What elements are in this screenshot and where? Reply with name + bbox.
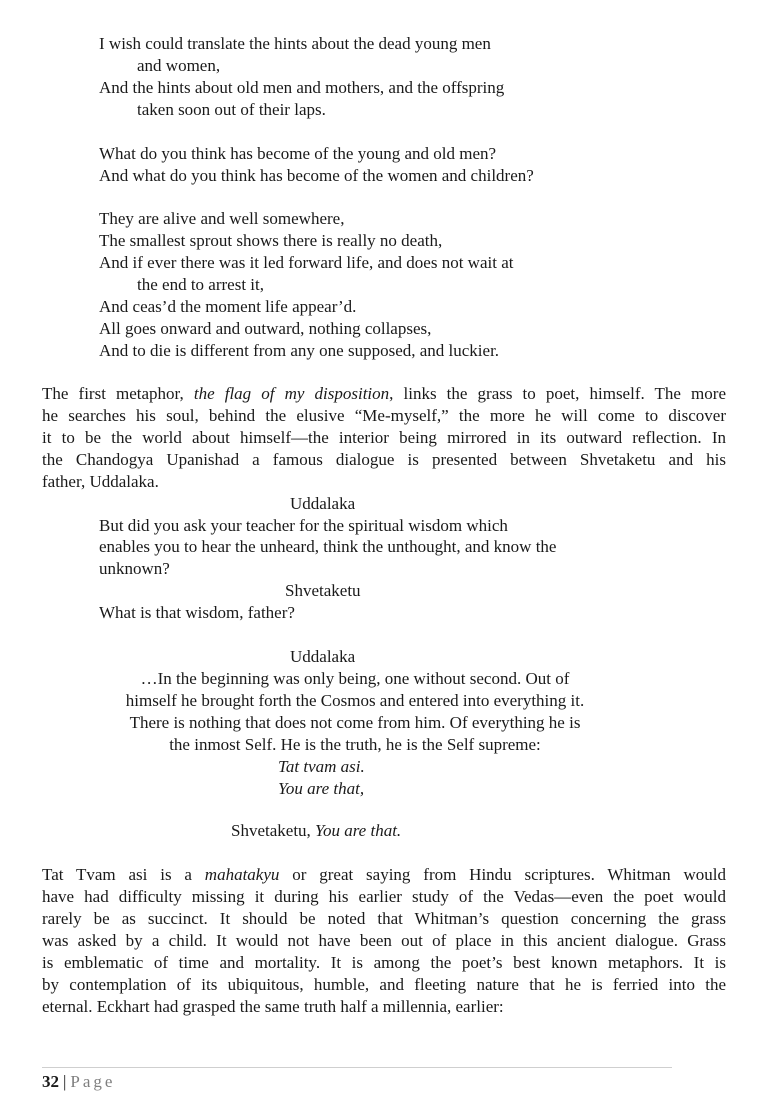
dialogue-line: What is that wisdom, father? bbox=[99, 603, 295, 622]
prose-line: it to be the world about himself—the interior being mirrored in its outward reflection. In bbox=[42, 428, 726, 447]
page-footer bbox=[42, 1071, 115, 1093]
emphasis-text: the flag of my disposition bbox=[193, 384, 390, 403]
poem-line: The smallest sprout shows there is really no death, bbox=[99, 231, 443, 250]
speaker-name: Uddalaka bbox=[290, 647, 356, 666]
poem-line: And to die is different from any one supposed, and luckier. bbox=[99, 341, 500, 360]
dialogue-line: Tat tvam asi. bbox=[278, 757, 365, 776]
dialogue-line: unknown? bbox=[99, 559, 170, 578]
poem-line: And what do you think has become of the women and children? bbox=[99, 166, 534, 185]
poem-line: taken soon out of their laps. bbox=[137, 100, 326, 119]
emphasis-text: mahatakyu bbox=[204, 865, 280, 884]
dialogue-line: himself he brought forth the Cosmos and entered into everything it. bbox=[125, 691, 585, 710]
prose-line: rarely be as succinct. It should be noted that Whitman’s question concerning the grass bbox=[42, 909, 726, 928]
poem-line: They are alive and well somewhere, bbox=[99, 209, 345, 228]
poem-line: And if ever there was it led forward life, and does not wait at bbox=[99, 253, 514, 272]
poem-line: And the hints about old men and mothers, and the offspring bbox=[99, 78, 505, 97]
dialogue-line: You are that, bbox=[278, 779, 365, 798]
prose-line: eternal. Eckhart had grasped the same truth half a millennia, earlier: bbox=[42, 997, 504, 1016]
footer-separator: | bbox=[63, 1072, 67, 1091]
poem-line: What do you think has become of the young and old men? bbox=[99, 144, 497, 163]
prose-line: by contemplation of its ubiquitous, humble, and fleeting nature that he is ferried into the bbox=[42, 975, 726, 994]
footer-divider bbox=[42, 1067, 672, 1068]
speaker-name: Shvetaketu bbox=[285, 581, 361, 600]
poem-line: the end to arrest it, bbox=[137, 275, 264, 294]
poem-line: I wish could translate the hints about the dead young men bbox=[99, 34, 491, 53]
poem-line: All goes onward and outward, nothing collapses, bbox=[99, 319, 432, 338]
prose-line: The first metaphor, the flag of my disposition, links the grass to poet, himself. The more bbox=[42, 384, 726, 403]
dialogue-line: …In the beginning was only being, one without second. Out of bbox=[140, 669, 570, 688]
prose-line: have had difficulty missing it during his earlier study of the Vedas—even the poet would bbox=[42, 887, 726, 906]
dialogue-line: enables you to hear the unheard, think the unthought, and know the bbox=[99, 537, 557, 556]
poem-line: And ceas’d the moment life appear’d. bbox=[99, 297, 357, 316]
prose-line: he searches his soul, behind the elusive “Me-myself,” the more he will come to discover bbox=[42, 406, 726, 425]
dialogue-line: There is nothing that does not come from him. Of everything he is bbox=[129, 713, 581, 732]
page-number: 32 bbox=[42, 1072, 59, 1091]
speaker-name: Uddalaka bbox=[290, 494, 356, 513]
closing-line: Shvetaketu, You are that. bbox=[231, 821, 402, 840]
poem-line: and women, bbox=[137, 56, 221, 75]
dialogue-line: But did you ask your teacher for the spiritual wisdom which bbox=[99, 516, 508, 535]
page-label: Page bbox=[70, 1072, 116, 1091]
prose-line: is emblematic of time and mortality. It is among the poet’s best known metaphors. It is bbox=[42, 953, 726, 972]
prose-line: Tat Tvam asi is a mahatakyu or great saying from Hindu scriptures. Whitman would bbox=[42, 865, 726, 884]
prose-line: father, Uddalaka. bbox=[42, 472, 159, 491]
prose-line: was asked by a child. It would not have been out of place in this ancient dialogue. Grass bbox=[42, 931, 726, 950]
prose-line: the Chandogya Upanishad a famous dialogue is presented between Shvetaketu and his bbox=[42, 450, 726, 469]
dialogue-line: the inmost Self. He is the truth, he is the Self supreme: bbox=[169, 735, 541, 754]
